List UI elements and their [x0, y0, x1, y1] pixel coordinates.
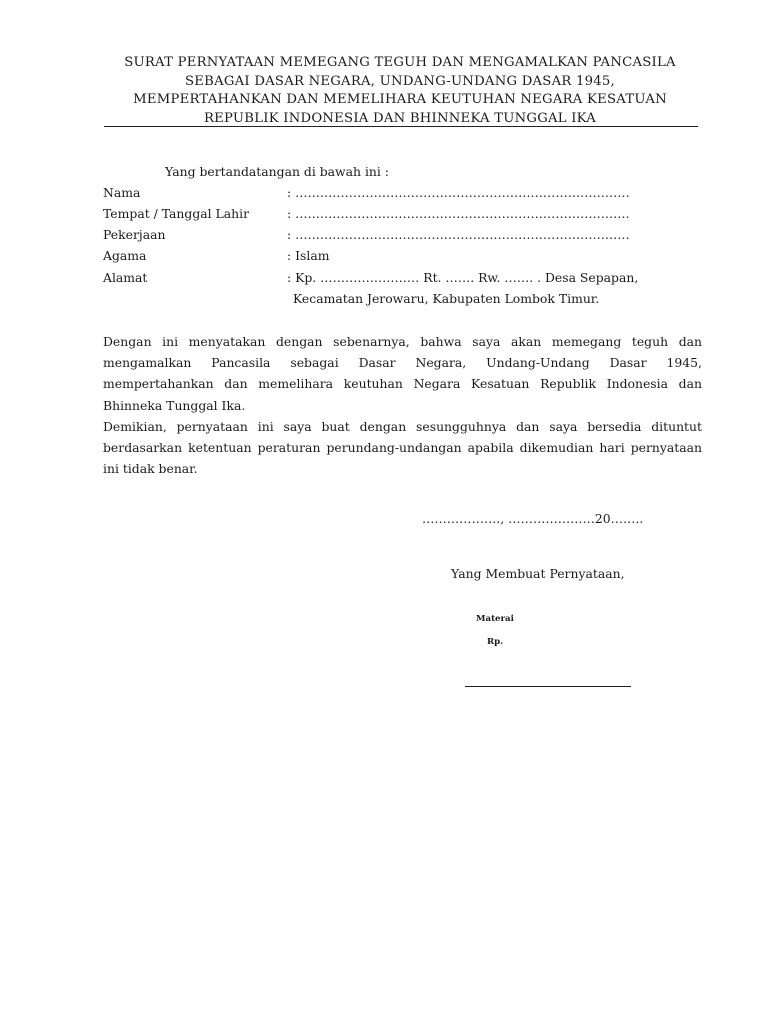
field-value-agama: : Islam	[287, 248, 330, 263]
field-value-alamat: : Kp. …………………… Rt. ……. Rw. ……. . Desa Sepapan,	[287, 270, 639, 285]
materai-label: Materai	[476, 614, 514, 624]
closing-paragraph: Demikian, pernyataan ini saya buat dengan sesungguhnya dan saya bersedia dituntut berdasarkan ketentuan peraturan perundang-undangan apabila dikemudian hari pernyataan ini tidak benar.	[103, 419, 702, 477]
field-label-pekerjaan: Pekerjaan	[103, 227, 166, 242]
field-label-alamat: Alamat	[103, 270, 148, 285]
field-value-pekerjaan: : ………………………………………………………………………	[287, 227, 630, 242]
title-line-1: SURAT PERNYATAAN MEMEGANG TEGUH DAN MENGAMALKAN PANCASILA	[124, 55, 676, 70]
field-label-agama: Agama	[103, 248, 147, 263]
title-line-3: MEMPERTAHANKAN DAN MEMELIHARA KEUTUHAN NEGARA KESATUAN	[133, 92, 667, 107]
place-date-line: ………………., …………………20……..	[422, 511, 644, 526]
signature-line	[465, 686, 631, 687]
field-label-tempat-tanggal-lahir: Tempat / Tanggal Lahir	[103, 206, 250, 221]
title-line-4: REPUBLIK INDONESIA DAN BHINNEKA TUNGGAL IKA	[203, 110, 597, 126]
signer-label: Yang Membuat Pernyataan,	[451, 566, 625, 581]
statement-paragraph: Dengan ini menyatakan dengan sebenarnya, bahwa saya akan memegang teguh dan mengamalkan Pancasila sebagai Dasar Negara, Undang-Undang Dasar 1945, mempertahankan dan memelihara keutuhan Negara Kesatuan Republik Indonesia dan Bhinneka Tunggal Ika.	[103, 334, 702, 413]
address-continuation: Kecamatan Jerowaru, Kabupaten Lombok Timur.	[293, 291, 600, 306]
field-label-nama: Nama	[103, 185, 141, 200]
title-line-2: SEBAGAI DASAR NEGARA, UNDANG-UNDANG DASAR 1945,	[185, 73, 615, 89]
title-underline	[104, 126, 698, 127]
intro-text: Yang bertandatangan di bawah ini :	[165, 164, 389, 179]
field-value-nama: : ………………………………………………………………………	[287, 185, 630, 200]
field-value-tempat-tanggal-lahir: : ………………………………………………………………………	[287, 206, 630, 221]
document-title	[100, 54, 700, 128]
rp-label: Rp.	[487, 637, 504, 647]
